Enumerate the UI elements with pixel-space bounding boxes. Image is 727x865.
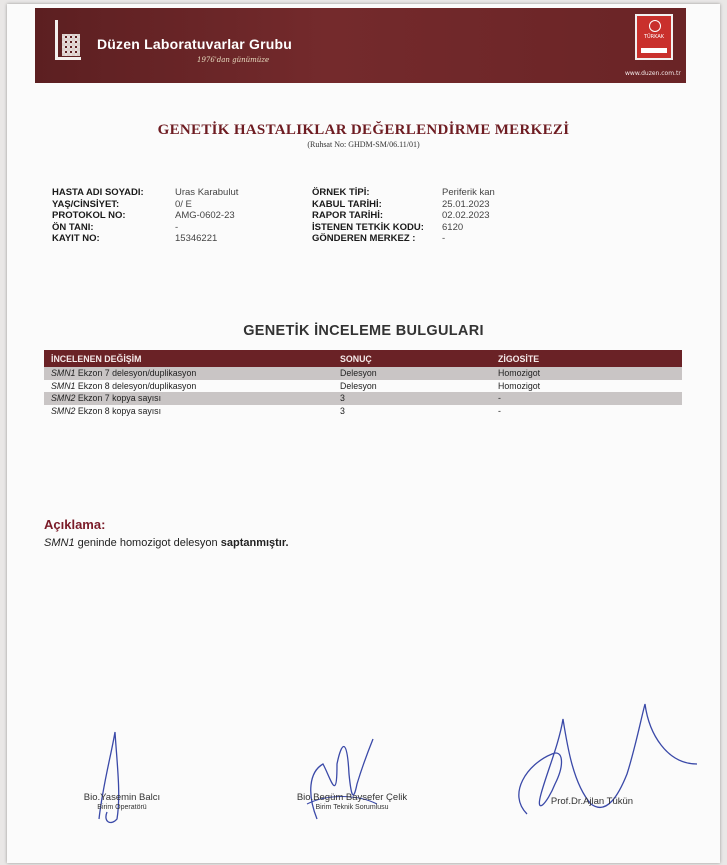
info-value: 6120 — [442, 221, 464, 233]
table-cell: SMN1 Ekzon 7 delesyon/duplikasyon — [51, 368, 197, 378]
info-value: Uras Karabulut — [175, 187, 239, 198]
info-label: RAPOR TARİHİ: — [312, 210, 384, 221]
table-cell: - — [498, 405, 501, 416]
signature-block — [52, 792, 192, 811]
info-value: - — [442, 233, 446, 244]
table-cell: Delesyon — [340, 368, 377, 378]
info-value: Periferik kan — [442, 187, 495, 198]
info-value: AMG-0602-23 — [175, 210, 235, 221]
info-value: 02.02.2023 — [442, 210, 490, 221]
brand-slogan: 1976'dan günümüze — [197, 56, 270, 64]
info-label: GÖNDEREN MERKEZ : — [312, 233, 416, 244]
info-value: 0/ E — [175, 198, 192, 210]
explanation-title: Açıklama: — [44, 517, 106, 532]
table-cell: Delesyon — [340, 380, 377, 391]
info-label: YAŞ/CİNSİYET: — [52, 198, 120, 210]
report-page — [7, 4, 720, 863]
info-label: HASTA ADI SOYADI: — [52, 187, 144, 198]
table-cell: Homozigot — [498, 368, 541, 378]
report-title: GENETİK HASTALIKLAR DEĞERLENDİRME MERKEZİ — [157, 122, 570, 138]
signature-block — [527, 796, 657, 808]
table-cell: SMN2 Ekzon 8 kopya sayısı — [51, 405, 162, 416]
brand-name: Düzen Laboratuvarlar Grubu — [97, 36, 293, 52]
info-value: 25.01.2023 — [442, 198, 490, 210]
info-label: ÖN TANI: — [52, 221, 94, 233]
info-value: - — [175, 221, 179, 233]
info-label: KABUL TARİHİ: — [312, 198, 382, 210]
info-label: İSTENEN TETKİK KODU: — [312, 221, 424, 233]
signatory-name: Bio.Begüm Baysefer Çelik — [296, 792, 408, 803]
table-cell: 3 — [340, 405, 345, 416]
signatory-name: Bio.Yasemin Balcı — [83, 792, 161, 803]
table-cell: Homozigot — [498, 380, 541, 391]
signature-block — [277, 792, 427, 811]
table-cell: SMN1 Ekzon 8 delesyon/duplikasyon — [51, 380, 197, 391]
signatory-role: Birim Teknik Sorumlusu — [315, 804, 389, 811]
explanation-text: SMN1 geninde homozigot delesyon saptanmıştır. — [44, 537, 289, 549]
handwritten-signatures — [7, 4, 720, 863]
column-header: SONUÇ — [340, 354, 372, 364]
info-label: KAYIT NO: — [52, 233, 100, 244]
report-subtitle: (Ruhsat No: GHDM-SM/06.11/01) — [307, 140, 420, 149]
table-cell: - — [498, 393, 501, 403]
table-cell: SMN2 Ekzon 7 kopya sayısı — [51, 393, 162, 403]
signatory-role: Birim Operatörü — [97, 804, 147, 811]
signatory-name: Prof.Dr.Ajlan Tükün — [550, 796, 634, 807]
column-header: İNCELENEN DEĞİŞİM — [51, 354, 142, 364]
column-header: ZİGOSİTE — [498, 354, 540, 364]
badge-text: TÜRKAK — [643, 34, 665, 40]
info-label: ÖRNEK TİPİ: — [312, 187, 370, 198]
website-url: www.duzen.com.tr — [625, 70, 681, 77]
info-value: 15346221 — [175, 233, 218, 244]
table-cell: 3 — [340, 393, 345, 403]
findings-title: GENETİK İNCELEME BULGULARI — [243, 323, 484, 339]
info-label: PROTOKOL NO: — [52, 210, 126, 221]
